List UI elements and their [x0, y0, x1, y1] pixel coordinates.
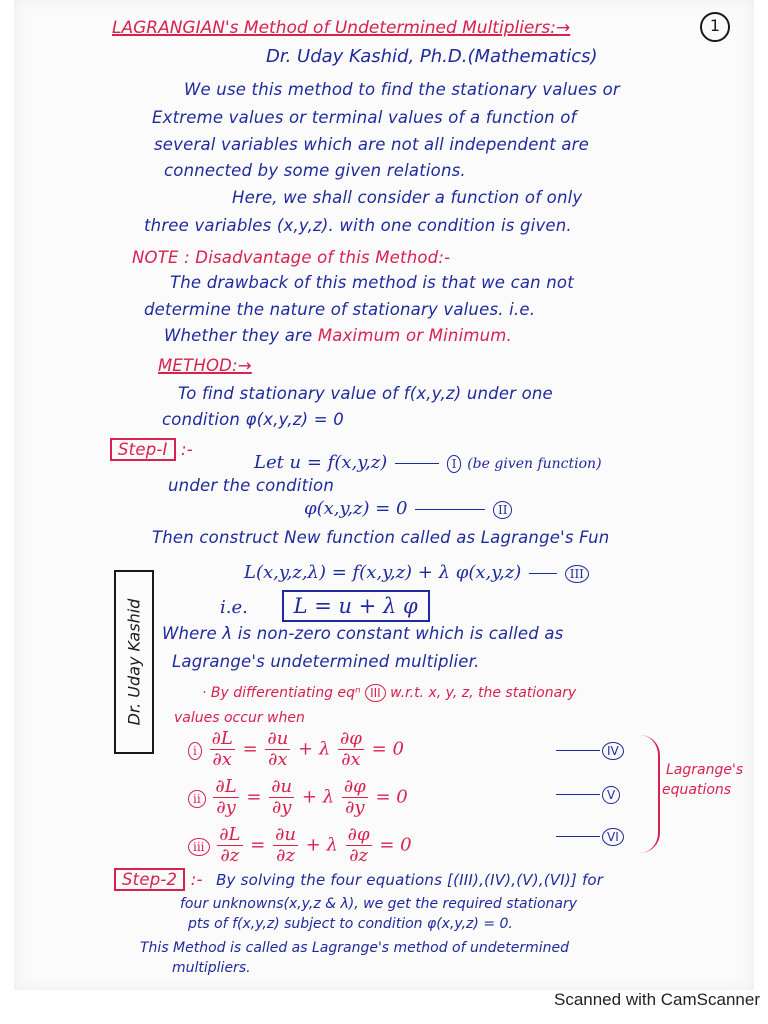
frac-dphi-dy: $\frac{\partial\varphi}{\partial y}$ — [343, 776, 366, 818]
under-condition: under the condition — [168, 476, 334, 495]
eq-tag-4-wrap — [554, 740, 624, 760]
equals-zero: = 0 — [371, 738, 404, 760]
step2-suffix: :- — [190, 870, 203, 889]
plus-lambda: + λ — [301, 786, 335, 808]
step1-label: Step-I — [110, 438, 176, 461]
intro-line-6: three variables (x,y,z). with one condition is given. — [144, 216, 572, 235]
author-line: Dr. Uday Kashid, Ph.D.(Mathematics) — [266, 46, 598, 67]
diff-text-a: · By differentiating eqⁿ — [202, 685, 361, 701]
tag-connector — [556, 836, 600, 837]
eq-tag-2: II — [493, 501, 512, 519]
plus-lambda: + λ — [298, 738, 331, 760]
eq-tag-3: III — [565, 565, 589, 583]
method-line-2: condition φ(x,y,z) = 0 — [162, 410, 344, 429]
condition-eq: φ(x,y,z) = 0 — [304, 498, 408, 519]
note-line-3 — [164, 326, 512, 345]
note-line-1: The drawback of this method is that we can not — [170, 273, 574, 292]
method-line-1: To find stationary value of f(x,y,z) under one — [178, 384, 553, 403]
intro-line-2: Extreme values or terminal values of a function of — [152, 108, 577, 127]
boxed-equation: L = u + λ φ — [282, 590, 430, 622]
tag-connector — [415, 509, 485, 510]
lagrange-eq-2 — [188, 778, 408, 817]
note-line-2: determine the nature of stationary values. i.e. — [144, 300, 536, 319]
frac-du-dx: $\frac{\partial u}{\partial x}$ — [267, 728, 289, 770]
note-heading: NOTE : Disadvantage of this Method:- — [132, 248, 451, 267]
lagrange-eq-1 — [188, 730, 404, 769]
step1-let-line — [254, 452, 602, 473]
frac-dL-dy: $\frac{\partial L}{\partial y}$ — [215, 776, 237, 818]
frac-dL-dx: $\frac{\partial L}{\partial x}$ — [211, 728, 233, 770]
lagrange-function-line — [244, 562, 589, 583]
step2-line-1 — [114, 870, 603, 889]
step2-label: Step-2 — [114, 868, 185, 891]
lagrange-eq-3 — [188, 826, 412, 865]
intro-line-4: connected by some given relations. — [164, 161, 466, 180]
step2-text-2: four unknowns(x,y,z & λ), we get the required stationary — [180, 896, 578, 912]
eq-tag-1: I — [447, 455, 462, 473]
step1-let-eq: Let u = f(x,y,z) — [254, 452, 388, 473]
note-max-min: Maximum or Minimum. — [317, 326, 513, 345]
intro-line-1: We use this method to find the stationary values or — [184, 80, 620, 99]
frac-dphi-dz: $\frac{\partial\varphi}{\partial z}$ — [347, 824, 370, 866]
diff-line-2: values occur when — [174, 710, 305, 726]
eq-tag-5: V — [602, 786, 620, 804]
page-title: LAGRANGIAN's Method of Undetermined Multipliers:→ — [112, 18, 571, 38]
eq-tag-6: VI — [602, 828, 624, 846]
final-line-1: This Method is called as Lagrange's method of undetermined — [140, 940, 570, 956]
lagranges-label-1: Lagrange's — [666, 762, 744, 778]
tag-connector — [395, 463, 439, 464]
ie-line — [220, 594, 430, 618]
eq-tag-5-wrap — [554, 784, 620, 804]
scanned-page — [14, 0, 754, 990]
equations-brace — [640, 735, 660, 853]
side-signature: Dr. Uday Kashid — [124, 598, 144, 726]
eq-tag-6-wrap — [554, 826, 624, 846]
equals-zero: = 0 — [375, 786, 408, 808]
condition-line — [304, 498, 512, 519]
tag-connector — [529, 573, 557, 574]
step1-heading — [110, 440, 193, 459]
frac-dphi-dx: $\frac{\partial\varphi}{\partial x}$ — [340, 728, 362, 770]
tag-connector — [556, 794, 600, 795]
frac-du-dy: $\frac{\partial u}{\partial y}$ — [271, 776, 293, 818]
diff-line-1 — [202, 684, 576, 702]
plus-lambda: + λ — [305, 834, 338, 856]
frac-du-dz: $\frac{\partial u}{\partial z}$ — [275, 824, 296, 866]
lagrange-eq: L(x,y,z,λ) = f(x,y,z) + λ φ(x,y,z) — [244, 562, 522, 583]
where-line-1: Where λ is non-zero constant which is called as — [162, 624, 564, 643]
intro-line-3: several variables which are not all independent are — [154, 135, 589, 154]
lagranges-label-2: equations — [662, 782, 732, 798]
method-heading: METHOD:→ — [158, 356, 252, 375]
frac-dL-dz: $\frac{\partial L}{\partial z}$ — [219, 824, 241, 866]
eq-index-1: i — [188, 742, 202, 760]
tag-connector — [556, 750, 600, 751]
step2-text-3: pts of f(x,y,z) subject to condition φ(x,y,z) = 0. — [188, 916, 513, 932]
intro-line-5: Here, we shall consider a function of only — [232, 188, 583, 207]
scanner-footer — [0, 990, 768, 1024]
diff-tag: III — [365, 684, 386, 702]
equals-sign: = — [246, 786, 262, 808]
diff-text-b: w.r.t. x, y, z, the stationary — [390, 685, 577, 701]
eq-tag-4: IV — [602, 742, 624, 760]
footer-text: Scanned with CamScanner — [553, 990, 760, 1009]
note-line-3-text: Whether they are — [164, 326, 313, 345]
eq-tag-1-note: (be given function) — [467, 456, 602, 472]
equals-sign: = — [242, 738, 258, 760]
equals-sign: = — [250, 834, 266, 856]
equals-zero: = 0 — [379, 834, 412, 856]
page-number: 1 — [700, 12, 730, 42]
side-signature-box — [114, 570, 154, 754]
where-line-2: Lagrange's undetermined multiplier. — [172, 652, 480, 671]
step2-text-1: By solving the four equations [(III),(IV),(V),(VI)] for — [216, 871, 604, 889]
final-line-2: multipliers. — [172, 960, 251, 976]
eq-index-3: iii — [188, 838, 210, 856]
step1-suffix: :- — [181, 440, 193, 459]
eq-index-2: ii — [188, 790, 206, 808]
construct-line: Then construct New function called as Lagrange's Fun — [152, 528, 610, 547]
ie-text: i.e. — [220, 597, 248, 618]
